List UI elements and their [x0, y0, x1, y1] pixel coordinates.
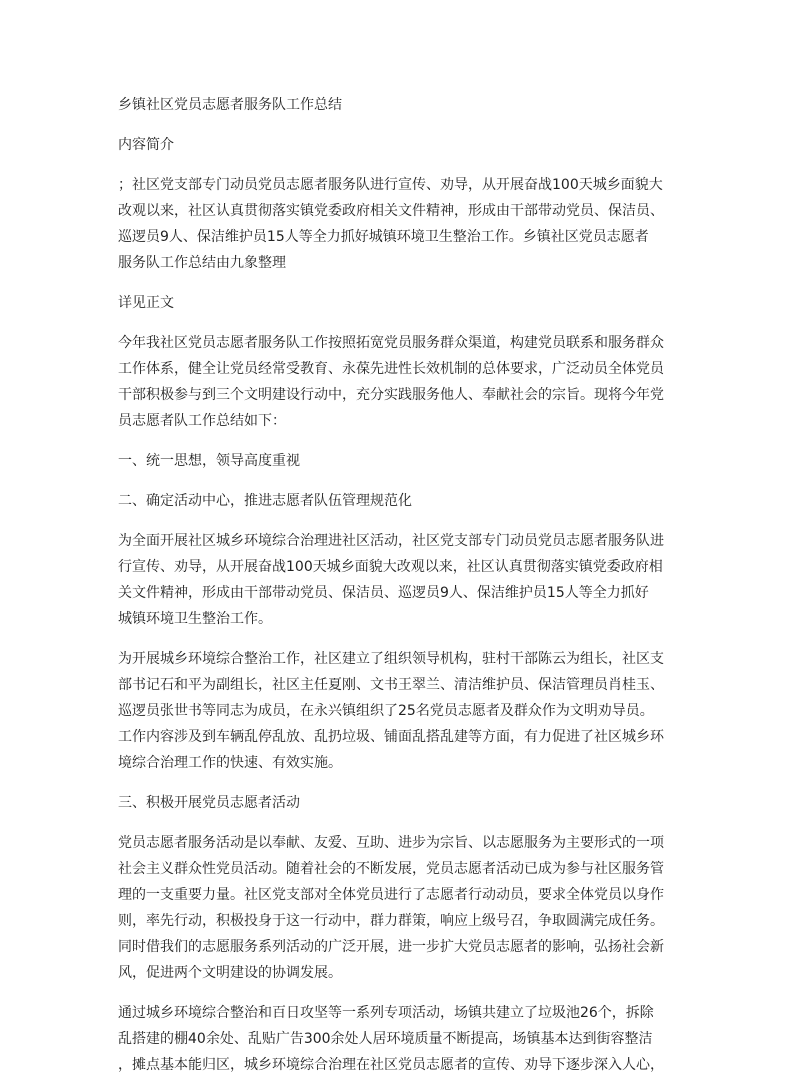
text-line: 同时借我们的志愿服务系列活动的广泛开展，进一步扩大党员志愿者的影响，弘扬社会新 [118, 939, 664, 955]
text-line: 巡逻员9人、保洁维护员15人等全力抓好城镇环境卫生整治工作。乡镇社区党员志愿者 [118, 229, 649, 245]
document-body [118, 92, 684, 1092]
text-line: 改观以来，社区认真贯彻落实镇党委政府相关文件精神，形成由干部带动党员、保洁员、 [118, 203, 664, 219]
intro-paragraph [118, 330, 684, 434]
paragraph-4 [118, 1000, 684, 1078]
text-line: 员志愿者队工作总结如下： [118, 413, 286, 429]
text-line: ，摊点基本能归区，城乡环境综合治理在社区党员志愿者的宣传、劝导下逐步深入人心， [118, 1057, 664, 1073]
text-line: 行宣传、劝导，从开展奋战100天城乡面貌大改观以来，社区认真贯彻落实镇党委政府相 [118, 559, 663, 575]
paragraph-1 [118, 528, 684, 632]
text-line: 通过城乡环境综合整治和百日攻坚等一系列专项活动，场镇共建立了垃圾池26个，拆除 [118, 1005, 654, 1021]
text-line: 为开展城乡环境综合整治工作，社区建立了组织领导机构，驻村干部陈云为组长，社区支 [118, 651, 664, 667]
text-line: 风，促进两个文明建设的协调发展。 [118, 965, 342, 981]
text-line: 社会主义群众性党员活动。随着社会的不断发展，党员志愿者活动已成为参与社区服务管 [118, 861, 664, 877]
section-heading-2: 二、确定活动中心，推进志愿者队伍管理规范化 [118, 493, 412, 509]
text-line: 干部积极参与到三个文明建设行动中，充分实践服务他人、奉献社会的宗旨。现将今年党 [118, 387, 664, 403]
text-line: 党员志愿者服务活动是以奉献、友爱、互助、进步为宗旨、以志愿服务为主要形式的一项 [118, 835, 664, 851]
text-line: 今年我社区党员志愿者服务队工作按照拓宽党员服务群众渠道，构建党员联系和服务群众 [118, 335, 664, 351]
summary-paragraph [118, 172, 684, 276]
section-heading-3: 三、积极开展党员志愿者活动 [118, 795, 300, 811]
section-heading-1: 一、统一思想，领导高度重视 [118, 453, 300, 469]
text-line: 巡逻员张世书等同志为成员，在永兴镇组织了25名党员志愿者及群众作为文明劝导员。 [118, 703, 654, 719]
summary-heading: 内容简介 [118, 137, 174, 153]
text-line: 服务队工作总结由九象整理 [118, 255, 286, 271]
paragraph-2 [118, 646, 684, 776]
text-line: 则，率先行动，积极投身于这一行动中，群力群策，响应上级号召，争取圆满完成任务。 [118, 913, 664, 929]
text-line: 关文件精神，形成由干部带动党员、保洁员、巡逻员9人、保洁维护员15人等全力抓好 [118, 585, 649, 601]
text-line: 乱搭建的棚40余处、乱贴广告300余处人居环境质量不断提高，场镇基本达到街容整洁 [118, 1031, 653, 1047]
text-line: 工作内容涉及到车辆乱停乱放、乱扔垃圾、铺面乱搭乱建等方面，有力促进了社区城乡环 [118, 729, 664, 745]
document-title: 乡镇社区党员志愿者服务队工作总结 [118, 97, 342, 113]
text-line: ；社区党支部专门动员党员志愿者服务队进行宣传、劝导，从开展奋战100天城乡面貌大 [118, 177, 663, 193]
text-line: 部书记石和平为副组长，社区主任夏刚、文书王翠兰、清洁维护员、保洁管理员肖桂玉、 [118, 677, 664, 693]
text-line: 理的一支重要力量。社区党支部对全体党员进行了志愿者行动动员，要求全体党员以身作 [118, 887, 664, 903]
text-line: 为全面开展社区城乡环境综合治理进社区活动，社区党支部专门动员党员志愿者服务队进 [118, 533, 664, 549]
text-line: 境综合治理工作的快速、有效实施。 [118, 755, 342, 771]
paragraph-3 [118, 830, 684, 986]
text-line: 工作体系，健全让党员经常受教育、永葆先进性长效机制的总体要求，广泛动员全体党员 [118, 361, 664, 377]
detail-heading: 详见正文 [118, 295, 174, 311]
text-line: 城镇环境卫生整治工作。 [118, 611, 272, 627]
